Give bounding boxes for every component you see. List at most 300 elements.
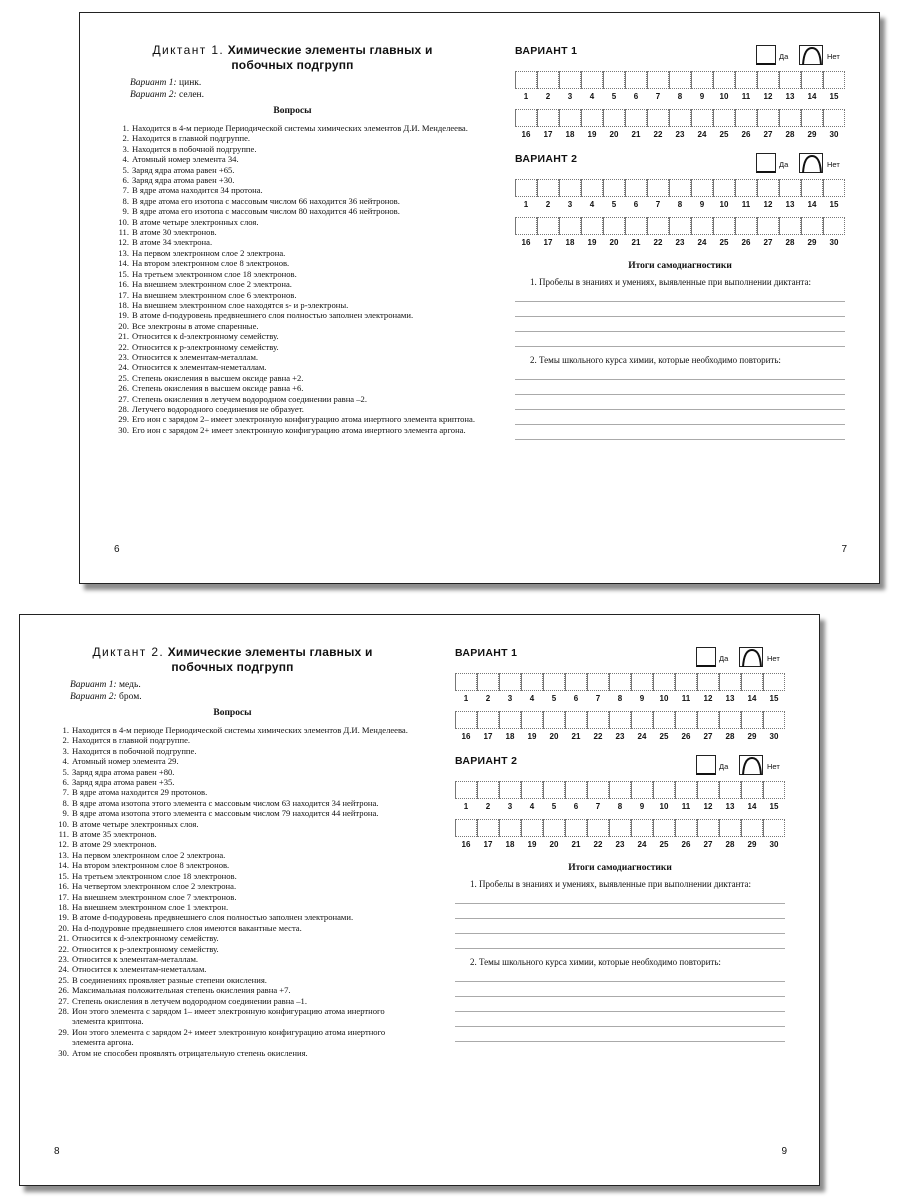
answer-cell[interactable] <box>543 781 565 799</box>
question-text: Относится к p-электронному семейству. <box>72 943 219 954</box>
answer-cell[interactable] <box>587 781 609 799</box>
answer-cell[interactable] <box>559 71 581 89</box>
answer-cell[interactable] <box>515 179 537 197</box>
answer-cell[interactable] <box>735 179 757 197</box>
question-text: В ядре атома изотопа этого элемента с массовым числом 63 находится 34 нейтрона. <box>72 797 379 808</box>
question-item <box>57 996 417 1006</box>
cell-number: 15 <box>769 802 779 811</box>
no-box <box>799 45 823 65</box>
question-number: 27. <box>58 995 69 1006</box>
answer-grid-v2-row1[interactable] <box>515 179 845 213</box>
question-item <box>57 912 417 922</box>
cell-number: 26 <box>681 840 691 849</box>
answer-cell[interactable] <box>521 819 543 837</box>
question-item <box>117 414 477 424</box>
cell-number: 13 <box>725 802 735 811</box>
cell-number: 10 <box>659 802 669 811</box>
answer-cell[interactable] <box>455 711 477 729</box>
cell-number: 16 <box>461 732 471 741</box>
question-number: 22. <box>58 943 69 954</box>
answer-cell[interactable] <box>631 819 653 837</box>
question-item <box>117 383 477 393</box>
answer-cell[interactable] <box>669 217 691 235</box>
question-text: Находится в 4-м периоде Периодической системы химических элементов Д.И. Менделеева. <box>72 725 408 735</box>
answer-cell[interactable] <box>713 109 735 127</box>
cell-number: 17 <box>543 130 553 139</box>
answer-cell[interactable] <box>477 781 499 799</box>
cell-number: 21 <box>631 130 641 139</box>
answer-cell[interactable] <box>559 217 581 235</box>
cell-number: 18 <box>505 732 515 741</box>
answer-cell[interactable] <box>763 711 785 729</box>
answer-grid-v1-row1[interactable] <box>515 71 845 105</box>
cell-number: 28 <box>725 840 735 849</box>
question-item <box>117 227 477 237</box>
answer-cell[interactable] <box>801 109 823 127</box>
question-number: 7. <box>122 185 129 196</box>
question-number: 16. <box>58 881 69 892</box>
answer-cell[interactable] <box>515 217 537 235</box>
answer-cell[interactable] <box>697 711 719 729</box>
yes-box <box>756 153 776 173</box>
question-number: 15. <box>58 870 69 881</box>
answer-cell[interactable] <box>823 217 845 235</box>
question-number: 11. <box>58 829 69 840</box>
cell-number: 2 <box>485 802 491 811</box>
cell-number: 25 <box>659 732 669 741</box>
answer-cell[interactable] <box>609 819 631 837</box>
cell-number: 13 <box>785 92 795 101</box>
cell-number: 30 <box>829 238 839 247</box>
answer-cell[interactable] <box>697 781 719 799</box>
variant-1-title: ВАРИАНТ 1 <box>455 647 518 659</box>
answer-cell[interactable] <box>763 819 785 837</box>
question-item <box>117 133 477 143</box>
cell-number: 9 <box>699 92 705 101</box>
cell-number: 14 <box>747 694 757 703</box>
no-label: Нет <box>827 160 840 169</box>
question-text: Относится к элементам-металлам. <box>132 351 259 362</box>
yes-no-legend <box>696 645 816 671</box>
question-text: В ядре атома его изотопа с массовым числом 80 находится 46 нейтронов. <box>132 206 400 217</box>
answer-cell[interactable] <box>543 711 565 729</box>
questions-heading: Вопросы <box>273 106 312 116</box>
answer-cell[interactable] <box>697 819 719 837</box>
answer-cell[interactable] <box>609 673 631 691</box>
question-item <box>57 985 417 995</box>
answer-cell[interactable] <box>823 71 845 89</box>
question-item <box>57 725 417 735</box>
question-number: 19. <box>118 310 129 321</box>
answer-cell[interactable] <box>587 819 609 837</box>
cell-number: 6 <box>573 694 579 703</box>
question-number: 13. <box>58 849 69 860</box>
answer-cell[interactable] <box>625 179 647 197</box>
answer-cell[interactable] <box>647 71 669 89</box>
answer-cell[interactable] <box>581 71 603 89</box>
question-item <box>57 787 417 797</box>
yes-box <box>696 647 716 667</box>
answer-grid-v2-row2[interactable] <box>515 217 845 251</box>
answer-cell[interactable] <box>823 179 845 197</box>
question-number: 18. <box>118 299 129 310</box>
answer-cell[interactable] <box>581 217 603 235</box>
answer-cell[interactable] <box>691 179 713 197</box>
cell-number: 7 <box>595 802 601 811</box>
question-text: В атоме 30 электронов. <box>132 227 217 238</box>
no-label: Нет <box>827 52 840 61</box>
cell-number: 1 <box>523 92 529 101</box>
answer-lines-2[interactable] <box>455 967 785 1042</box>
question-number: 12. <box>118 237 129 248</box>
answer-grid-v2-row2[interactable] <box>455 819 785 853</box>
question-text: Находится в главной подгруппе. <box>72 735 191 746</box>
answer-cell[interactable] <box>691 71 713 89</box>
question-number: 9. <box>122 206 129 217</box>
cell-number: 11 <box>681 694 691 703</box>
no-box <box>799 153 823 173</box>
yes-label: Да <box>719 654 729 663</box>
answer-cell[interactable] <box>521 673 543 691</box>
cell-number: 3 <box>567 92 573 101</box>
answer-cell[interactable] <box>757 179 779 197</box>
answer-cell[interactable] <box>779 109 801 127</box>
question-text: В ядре атома находится 34 протона. <box>132 185 263 196</box>
answer-cell[interactable] <box>537 71 559 89</box>
answer-cell[interactable] <box>741 781 763 799</box>
question-number: 14. <box>58 860 69 871</box>
answer-cell[interactable] <box>757 217 779 235</box>
cell-number: 22 <box>653 130 663 139</box>
cell-number: 27 <box>763 130 773 139</box>
answer-cell[interactable] <box>543 819 565 837</box>
answer-cell[interactable] <box>735 109 757 127</box>
question-item <box>57 975 417 985</box>
answer-cell[interactable] <box>741 711 763 729</box>
answer-cell[interactable] <box>691 109 713 127</box>
cell-number: 7 <box>655 200 661 209</box>
answer-lines-1[interactable] <box>455 889 785 949</box>
summary-question-2: 2. Темы школьного курса химии, которые необходимо повторить: <box>470 957 721 967</box>
answer-cell[interactable] <box>477 711 499 729</box>
question-number: 24. <box>58 964 69 975</box>
answer-cell[interactable] <box>603 179 625 197</box>
answer-cell[interactable] <box>455 781 477 799</box>
question-item <box>117 217 477 227</box>
questions-list <box>117 123 477 435</box>
answer-grid-v1-row2[interactable] <box>455 711 785 745</box>
answer-cell[interactable] <box>499 781 521 799</box>
cell-number: 23 <box>675 238 685 247</box>
answer-cell[interactable] <box>669 109 691 127</box>
answer-cell[interactable] <box>499 673 521 691</box>
dictation-title: Диктант 1. Химические элементы главных и побочных подгрупп <box>152 43 433 72</box>
answer-cell[interactable] <box>455 673 477 691</box>
cell-number: 11 <box>741 200 751 209</box>
question-item <box>117 175 477 185</box>
answer-cell[interactable] <box>587 711 609 729</box>
question-item <box>57 767 417 777</box>
answer-cell[interactable] <box>521 781 543 799</box>
answer-grid-v1-row2[interactable] <box>515 109 845 143</box>
question-number: 4. <box>122 154 129 165</box>
variant-1-title: ВАРИАНТ 1 <box>515 45 578 57</box>
arc-icon <box>800 46 824 66</box>
question-number: 16. <box>118 279 129 290</box>
answer-cell[interactable] <box>779 71 801 89</box>
answer-cell[interactable] <box>691 217 713 235</box>
answer-cell[interactable] <box>779 179 801 197</box>
question-number: 26. <box>118 383 129 394</box>
answer-cell[interactable] <box>581 179 603 197</box>
answer-cell[interactable] <box>609 711 631 729</box>
question-text: Заряд ядра атома равен +65. <box>132 164 235 175</box>
answer-lines-2[interactable] <box>515 365 845 440</box>
cell-number: 25 <box>659 840 669 849</box>
answer-grid-v2-row1[interactable] <box>455 781 785 815</box>
answer-cell[interactable] <box>653 673 675 691</box>
cell-number: 26 <box>741 130 751 139</box>
question-item <box>57 860 417 870</box>
answer-cell[interactable] <box>603 109 625 127</box>
cell-number: 17 <box>483 840 493 849</box>
variant-2-title: ВАРИАНТ 2 <box>455 755 518 767</box>
answer-cell[interactable] <box>757 109 779 127</box>
question-text: Находится в побочной подгруппе. <box>72 745 197 756</box>
answer-cell[interactable] <box>741 673 763 691</box>
answer-grid-v1-row1[interactable] <box>455 673 785 707</box>
answer-cell[interactable] <box>735 217 757 235</box>
question-text: В атоме d-подуровень предвнешнего слоя полностью заполнен электронами. <box>72 912 354 923</box>
answer-cell[interactable] <box>543 673 565 691</box>
answer-cell[interactable] <box>477 673 499 691</box>
answer-cell[interactable] <box>669 71 691 89</box>
answer-cell[interactable] <box>741 819 763 837</box>
question-text: Находится в 4-м периоде Периодической системы химических элементов Д.И. Менделеева. <box>132 123 468 133</box>
cell-number: 9 <box>639 802 645 811</box>
question-number: 23. <box>118 351 129 362</box>
cell-number: 5 <box>551 802 557 811</box>
question-number: 5. <box>62 766 69 777</box>
cell-number: 1 <box>463 694 469 703</box>
cell-number: 18 <box>505 840 515 849</box>
question-text: Летучего водородного соединения не образует. <box>132 403 304 414</box>
answer-cell[interactable] <box>713 71 735 89</box>
answer-cell[interactable] <box>647 109 669 127</box>
question-text: Его ион с зарядом 2– имеет электронную конфигурацию атома инертного элемента криптона. <box>132 414 475 425</box>
answer-cell[interactable] <box>675 781 697 799</box>
question-item <box>57 1048 417 1058</box>
answer-cell[interactable] <box>763 781 785 799</box>
cell-number: 22 <box>653 238 663 247</box>
question-item <box>57 798 417 808</box>
answer-cell[interactable] <box>499 819 521 837</box>
cell-number: 15 <box>829 200 839 209</box>
cell-number: 8 <box>617 802 623 811</box>
cell-number: 27 <box>703 732 713 741</box>
answer-cell[interactable] <box>763 673 785 691</box>
answer-cell[interactable] <box>675 819 697 837</box>
answer-cell[interactable] <box>537 179 559 197</box>
question-item <box>117 196 477 206</box>
answer-cell[interactable] <box>559 109 581 127</box>
question-text: На первом электронном слое 2 электрона. <box>72 849 226 860</box>
answer-cell[interactable] <box>565 819 587 837</box>
question-item <box>117 144 477 154</box>
yes-box <box>756 45 776 65</box>
question-item <box>57 1027 417 1048</box>
cell-number: 12 <box>703 694 713 703</box>
cell-number: 27 <box>763 238 773 247</box>
question-text: Степень окисления в летучем водородном соединении равна –2. <box>132 393 368 404</box>
answer-cell[interactable] <box>631 781 653 799</box>
cell-number: 15 <box>829 92 839 101</box>
arc-icon <box>800 154 824 174</box>
answer-cell[interactable] <box>757 71 779 89</box>
answer-cell[interactable] <box>515 109 537 127</box>
question-item <box>57 1006 417 1027</box>
answer-cell[interactable] <box>669 179 691 197</box>
question-number: 3. <box>62 745 69 756</box>
answer-cell[interactable] <box>587 673 609 691</box>
answer-cell[interactable] <box>515 71 537 89</box>
question-item <box>117 394 477 404</box>
cell-number: 30 <box>829 130 839 139</box>
answer-cell[interactable] <box>675 711 697 729</box>
cell-number: 10 <box>719 92 729 101</box>
answer-cell[interactable] <box>521 711 543 729</box>
cell-number: 24 <box>697 130 707 139</box>
answer-cell[interactable] <box>653 711 675 729</box>
answer-cell[interactable] <box>625 71 647 89</box>
answer-cell[interactable] <box>697 673 719 691</box>
answer-cell[interactable] <box>565 711 587 729</box>
yes-label: Да <box>779 52 789 61</box>
question-number: 27. <box>118 393 129 404</box>
answer-cell[interactable] <box>603 217 625 235</box>
question-number: 25. <box>118 372 129 383</box>
answer-cell[interactable] <box>713 217 735 235</box>
page-number: 8 <box>54 1146 60 1157</box>
answer-cell[interactable] <box>625 109 647 127</box>
question-number: 29. <box>58 1026 69 1037</box>
cell-number: 12 <box>763 92 773 101</box>
answer-cell[interactable] <box>609 781 631 799</box>
answer-cell[interactable] <box>779 217 801 235</box>
cell-number: 4 <box>589 92 595 101</box>
cell-number: 14 <box>807 200 817 209</box>
answer-cell[interactable] <box>735 71 757 89</box>
answer-cell[interactable] <box>581 109 603 127</box>
answer-cell[interactable] <box>647 217 669 235</box>
question-text: Относится к p-электронному семейству. <box>132 341 279 352</box>
answer-cell[interactable] <box>565 781 587 799</box>
question-text: На третьем электронном слое 18 электронов. <box>72 870 237 881</box>
answer-cell[interactable] <box>559 179 581 197</box>
cell-number: 18 <box>565 130 575 139</box>
answer-cell[interactable] <box>719 711 741 729</box>
cell-number: 26 <box>681 732 691 741</box>
question-number: 11. <box>118 227 129 238</box>
page-right <box>440 615 821 1185</box>
answer-cell[interactable] <box>603 71 625 89</box>
cell-number: 7 <box>595 694 601 703</box>
cell-number: 10 <box>719 200 729 209</box>
answer-cell[interactable] <box>719 819 741 837</box>
question-number: 20. <box>118 320 129 331</box>
question-number: 8. <box>62 797 69 808</box>
page-left <box>80 13 500 583</box>
cell-number: 28 <box>785 130 795 139</box>
dictation-title: Диктант 2. Химические элементы главных и побочных подгрупп <box>92 645 373 674</box>
answer-cell[interactable] <box>647 179 669 197</box>
question-number: 21. <box>58 933 69 944</box>
answer-cell[interactable] <box>631 711 653 729</box>
answer-cell[interactable] <box>499 711 521 729</box>
yes-label: Да <box>779 160 789 169</box>
question-text: В атоме 35 электронов. <box>72 829 157 840</box>
answer-cell[interactable] <box>801 71 823 89</box>
answer-lines-1[interactable] <box>515 287 845 347</box>
question-item <box>57 964 417 974</box>
answer-cell[interactable] <box>801 217 823 235</box>
cell-number: 25 <box>719 238 729 247</box>
cell-number: 14 <box>747 802 757 811</box>
answer-cell[interactable] <box>719 673 741 691</box>
no-box <box>739 755 763 775</box>
cell-number: 14 <box>807 92 817 101</box>
answer-cell[interactable] <box>537 217 559 235</box>
question-item <box>57 777 417 787</box>
question-item <box>57 746 417 756</box>
answer-cell[interactable] <box>477 819 499 837</box>
page-number: 9 <box>781 1146 787 1157</box>
question-text: Атомный номер элемента 29. <box>72 756 179 767</box>
answer-cell[interactable] <box>653 781 675 799</box>
answer-cell[interactable] <box>823 109 845 127</box>
answer-cell[interactable] <box>631 673 653 691</box>
answer-cell[interactable] <box>565 673 587 691</box>
cell-number: 23 <box>615 840 625 849</box>
question-text: Относится к d-электронному семейству. <box>132 331 279 342</box>
answer-cell[interactable] <box>653 819 675 837</box>
cell-number: 23 <box>675 130 685 139</box>
cell-number: 2 <box>545 200 551 209</box>
question-item <box>57 850 417 860</box>
yes-no-legend <box>756 151 876 177</box>
yes-box <box>696 755 716 775</box>
question-number: 2. <box>62 735 69 746</box>
cell-number: 8 <box>677 200 683 209</box>
question-item <box>117 404 477 414</box>
cell-number: 5 <box>611 92 617 101</box>
question-item <box>57 933 417 943</box>
question-number: 10. <box>118 216 129 227</box>
question-number: 24. <box>118 362 129 373</box>
answer-cell[interactable] <box>537 109 559 127</box>
question-item <box>57 871 417 881</box>
question-number: 23. <box>58 953 69 964</box>
answer-cell[interactable] <box>675 673 697 691</box>
no-box <box>739 647 763 667</box>
question-number: 28. <box>118 403 129 414</box>
answer-cell[interactable] <box>625 217 647 235</box>
answer-cell[interactable] <box>719 781 741 799</box>
answer-cell[interactable] <box>801 179 823 197</box>
answer-cell[interactable] <box>713 179 735 197</box>
question-text: В ядре атома изотопа этого элемента с массовым числом 79 находится 44 нейтрона. <box>72 808 379 819</box>
answer-cell[interactable] <box>455 819 477 837</box>
